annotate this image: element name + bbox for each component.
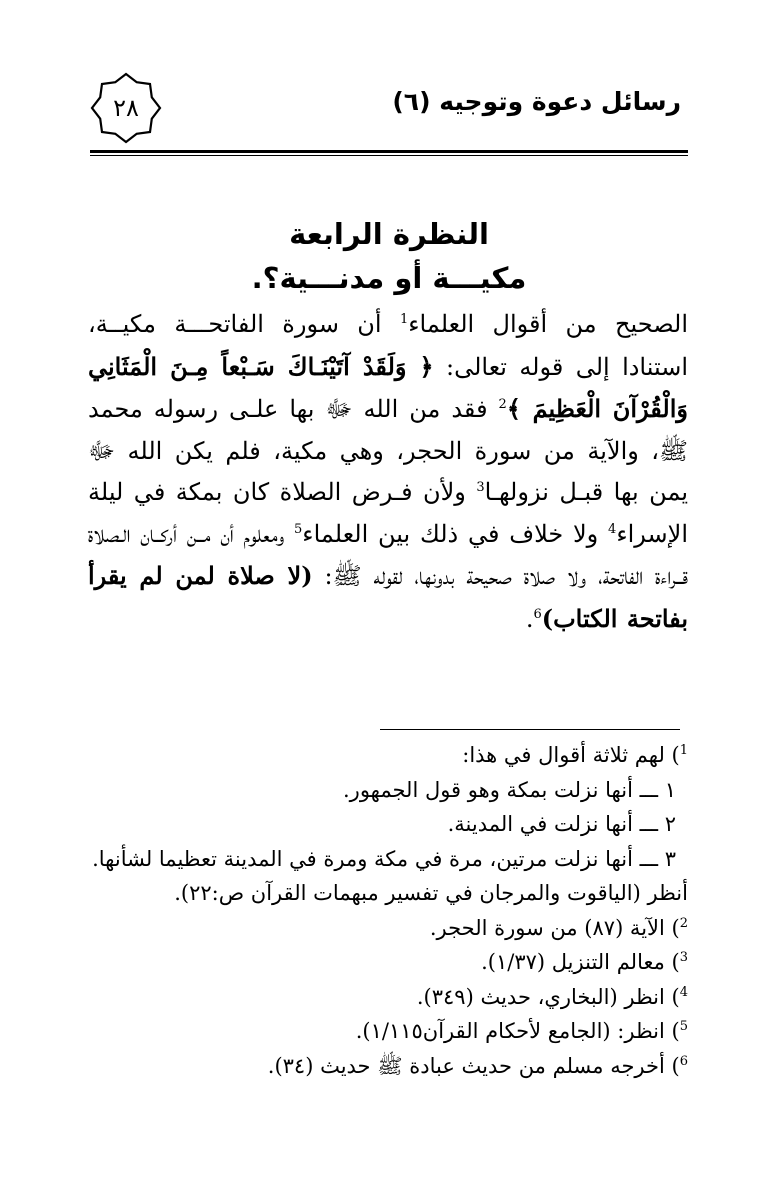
footnote-1-source: أنظر (الياقوت والمرجان في تفسير مبهمات القرآن ص:٢٢).	[174, 881, 688, 905]
footnote-1-item-1: ١ ـــ أنها نزلت بمكة وهو قول الجمهور.	[343, 777, 676, 802]
footnote-number: 4	[679, 984, 688, 1000]
body-paragraph	[88, 304, 688, 640]
footnote-number: 1	[679, 743, 688, 758]
footnote-4	[88, 980, 688, 1015]
quran-verse: ﴿ وَلَقَدْ آتَيْنَـاكَ سَـبْعاً مِـنَ الْمَثَانِي وَالْقُرْآنَ الْعَظِيمَ ﴾	[88, 351, 688, 423]
footnote-ref-3: 3	[476, 480, 485, 495]
header-rule-thick	[90, 150, 688, 153]
footnote-1	[88, 738, 688, 773]
footnote-number: 2	[679, 915, 688, 931]
footnote-ref-5: 5	[294, 521, 303, 537]
body-text: ومعلوم أن مــن أركــان الـصلاة قــراءة الفاتحة، ولا صلاة صحيحة بدونها، لقوله ﷺ:	[88, 519, 688, 590]
footnote-number: 3	[679, 950, 688, 965]
footnote-5	[88, 1014, 688, 1049]
body-end: .	[525, 604, 534, 633]
header-rule-thin	[90, 155, 688, 156]
footnote-text: ) انظر: (الجامع لأحكام القرآن١/١١٥).	[355, 1019, 680, 1043]
body-text: فقد من الله ﷻ بها علـى رسوله محمد ﷺ، والآية من سورة الحجر، وهي مكية، فلم يكن الله ﷻ يمن بها قبـل نزولهـا	[88, 395, 689, 506]
footnote-number: 6	[679, 1053, 688, 1069]
hadith-quote: (لا صلاة لمن لم يقرأ بفاتحة الكتاب)	[88, 561, 688, 633]
footnote-text: ) الآية (٨٧) من سورة الحجر.	[429, 915, 680, 940]
footnote-2	[88, 911, 688, 946]
footnote-text: ) لهم ثلاثة أقوال في هذا:	[462, 743, 680, 767]
footnote-text: ) معالم التنزيل (١/٣٧).	[481, 950, 680, 974]
footnote-3	[88, 945, 688, 980]
body-text: أن سورة الفاتحـــة مكيــة، استنادا إلى قوله تعالى:	[88, 310, 689, 381]
footnote-text: ) انظر (البخاري، حديث (٣٤٩).	[416, 984, 680, 1009]
body-text: ولأن فـرض الصلاة كان بمكة في ليلة الإسراء	[88, 478, 688, 548]
page-number: ٢٨	[113, 94, 139, 122]
footnote-1-item-2: ٢ ـــ أنها نزلت في المدينة.	[447, 812, 676, 836]
book-title: رسائل دعوة وتوجيه (٦)	[392, 87, 681, 116]
section-subheading: مكيـــة أو مدنـــية؟.	[251, 261, 527, 295]
footnote-ref-6: 6	[533, 606, 542, 622]
footnote-separator	[380, 729, 680, 730]
footnote-ref-2: 2	[498, 397, 507, 412]
section-heading: النظرة الرابعة	[289, 217, 489, 251]
footnote-1-item-3: ٣ ـــ أنها نزلت مرتين، مرة في مكة ومرة في المدينة تعظيما لشأنها.	[92, 846, 676, 871]
body-text: ولا خلاف في ذلك بين العلماء	[302, 519, 609, 548]
footnote-text: ) أخرجه مسلم من حديث عبادة ﷺ حديث (٣٤).	[267, 1053, 680, 1078]
footnote-number: 5	[679, 1019, 688, 1034]
footnote-ref-1: 1	[399, 312, 409, 327]
body-text: الصحيح من أقوال العلماء	[408, 310, 689, 338]
footnotes	[88, 738, 688, 1083]
footnote-ref-4: 4	[608, 521, 617, 537]
footnote-6	[88, 1049, 688, 1084]
